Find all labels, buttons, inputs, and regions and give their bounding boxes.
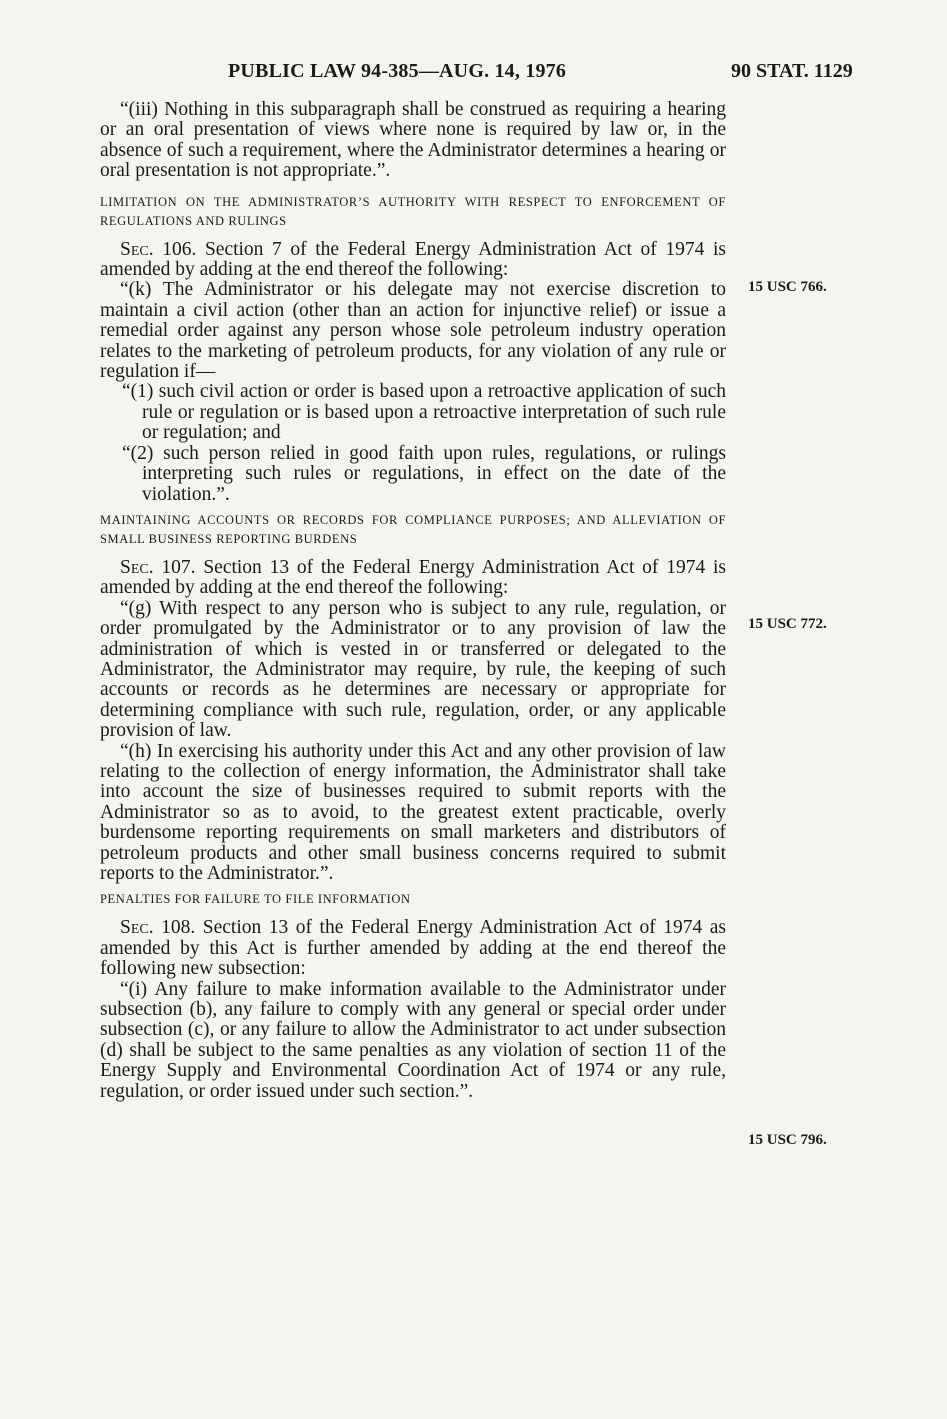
- section-heading-107: MAINTAINING ACCOUNTS OR RECORDS FOR COMPLIANCE PURPOSES; AND ALLEVIATION OF SMALL BUSINESS REPORTING BURDENS: [100, 512, 726, 546]
- subsection-g: “(g) With respect to any person who is subject to any rule, regulation, or order promulgated by the Administrator or to any provision of law the administration of which is vested in or transferred or delegated to the Administrator, the Administrator may require, by rule, the keeping of such accounts or records as he determines are necessary or appropriate for determining compliance with such rule, regulation, order, or any applicable provision of law.: [100, 597, 726, 742]
- section-heading-108: PENALTIES FOR FAILURE TO FILE INFORMATION: [100, 892, 411, 907]
- page-header-title: PUBLIC LAW 94-385—AUG. 14, 1976: [228, 60, 567, 82]
- page-header-stat: 90 STAT. 1129: [731, 60, 853, 82]
- section-heading-106: LIMITATION ON THE ADMINISTRATOR’S AUTHORITY WITH RESPECT TO ENFORCEMENT OF REGULATIONS AND RULINGS: [100, 194, 726, 228]
- subsection-i: “(i) Any failure to make information available to the Administrator under subsection (b), any failure to comply with any general or special order under subsection (c), or any failure to allow the Administrator to act under subsection (d) shall be subject to the same penalties as any violation of section 11 of the Energy Supply and Environmental Coordination Act of 1974 or any rule, regulation, or order issued under such section.”.: [100, 978, 726, 1102]
- statute-body: [100, 100, 726, 1102]
- sec-label-108: Sec: [120, 917, 149, 939]
- section-108-text: [100, 918, 726, 979]
- subsection-k-1: “(1) such civil action or order is based upon a retroactive application of such rule or regulation or is based upon a retroactive interpretation of such rule or regulation; and: [122, 381, 726, 444]
- section-107-text: [100, 558, 726, 599]
- sec-108-body: . 108. Section 13 of the Federal Energy Administration Act of 1974 as amended by this Act is further amended by adding at the end thereof the following new subsection:: [100, 917, 726, 980]
- margin-note-15-usc-766: 15 USC 766.: [748, 279, 827, 295]
- subsection-h: “(h) In exercising his authority under this Act and any other provision of law relating to the collection of energy information, the Administrator shall take into account the size of businesses required to submit reports with the Administrator so as to avoid, to the greatest extent practicable, overly burdensome reporting requirements on small marketers and distributors of petroleum products and other small business concerns required to submit reports to the Administrator.”.: [100, 740, 726, 884]
- subsection-k-2: “(2) such person relied in good faith upon rules, regulations, or rulings interpreting such rules or regulations, in effect on the date of the violation.”.: [122, 442, 726, 505]
- margin-note-15-usc-772: 15 USC 772.: [748, 616, 827, 632]
- sec-107-body: . 107. Section 13 of the Federal Energy Administration Act of 1974 is amended by adding at the end thereof the following:: [100, 556, 726, 599]
- clause-iii: “(iii) Nothing in this subparagraph shall be construed as requiring a hearing or an oral presentation of views where none is required by law or, in the absence of such a requirement, where the Administrator determines a hearing or oral presentation is not appropriate.”.: [100, 99, 726, 182]
- sec-label-106: Sec: [120, 238, 149, 260]
- subsection-k: “(k) The Administrator or his delegate may not exercise discretion to maintain a civil action (other than an action for injunctive relief) or issue a remedial order against any person whose sole petroleum industry operation relates to the marketing of petroleum products, for any violation of any rule or regulation if—: [100, 279, 726, 383]
- margin-note-15-usc-796: 15 USC 796.: [748, 1132, 827, 1148]
- section-106-text: [100, 240, 726, 281]
- sec-106-body: . 106. Section 7 of the Federal Energy Administration Act of 1974 is amended by adding at the end thereof the following:: [100, 238, 726, 281]
- sec-label-107: Sec: [120, 556, 149, 578]
